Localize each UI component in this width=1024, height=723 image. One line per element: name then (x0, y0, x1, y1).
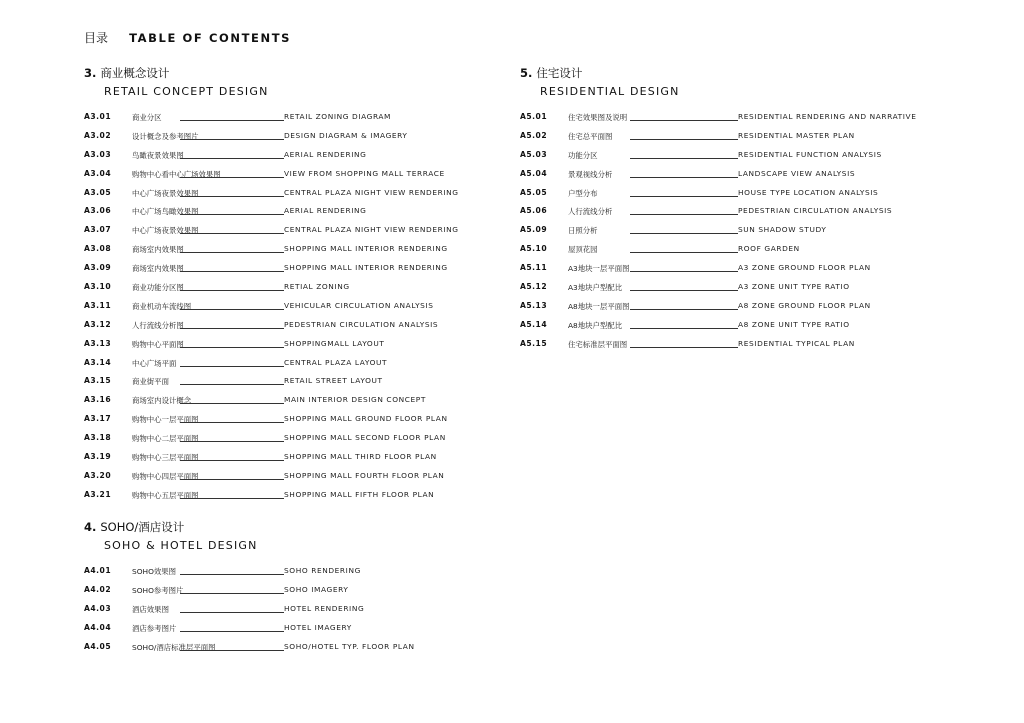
leader-line (180, 328, 284, 329)
leader-line (180, 612, 284, 613)
entry-title-en: HOUSE TYPE LOCATION ANALYSIS (738, 187, 879, 197)
entry-title-en: SHOPPINGMALL LAYOUT (284, 338, 385, 348)
page-header (84, 27, 291, 46)
toc-list (84, 108, 459, 505)
entry-title-cn: 鸟瞰夜景效果图 (132, 150, 184, 160)
entry-code: A5.13 (520, 300, 548, 310)
entry-code: A5.15 (520, 338, 548, 348)
entry-title-cn: 日照分析 (568, 226, 598, 236)
entry-title-cn: 中心广场鸟瞰效果图 (132, 207, 199, 217)
entry-code: A3.18 (84, 433, 112, 443)
entry-title-cn: 商业街平面 (132, 377, 169, 387)
toc-entry (84, 467, 445, 486)
entry-code: A3.17 (84, 414, 112, 424)
leader-line (180, 441, 284, 442)
toc-entry (520, 165, 856, 184)
entry-title-cn: 住宅总平面图 (568, 131, 613, 141)
toc-entry (84, 486, 435, 505)
entry-title-cn: SOHO参考图片 (132, 585, 184, 595)
entry-code: A3.11 (84, 300, 112, 310)
entry-code: A3.07 (84, 225, 112, 235)
entry-title-en: A8 ZONE UNIT TYPE RATIO (738, 319, 850, 329)
entry-code: A5.04 (520, 168, 548, 178)
entry-title-cn: A8地块一层平面图 (568, 301, 630, 311)
leader-line (180, 158, 284, 159)
entry-code: A5.12 (520, 282, 548, 292)
entry-title-cn: 商业机动车流线图 (132, 301, 192, 311)
section-title-cn-text: SOHO/酒店设计 (100, 520, 185, 534)
entry-title-cn: 购物中心五层平面图 (132, 490, 199, 500)
entry-title-en: VIEW FROM SHOPPING MALL TERRACE (284, 168, 445, 178)
entry-code: A3.13 (84, 338, 112, 348)
toc-entry (84, 202, 367, 221)
entry-code: A4.01 (84, 566, 112, 575)
toc-entry (520, 127, 855, 146)
entry-code: A3.20 (84, 470, 112, 480)
toc-entry (520, 108, 917, 127)
entry-title-en: RESIDENTIAL MASTER PLAN (738, 130, 855, 140)
entry-title-en: SHOPPING MALL SECOND FLOOR PLAN (284, 433, 446, 443)
leader-line (180, 196, 284, 197)
leader-line (630, 309, 738, 310)
entry-code: A4.05 (84, 641, 112, 651)
entry-code: A5.03 (520, 149, 548, 159)
toc-entry (520, 316, 850, 335)
entry-code: A3.21 (84, 489, 112, 499)
entry-title-cn: 商场室内效果图 (132, 264, 184, 274)
entry-title-cn: SOHO/酒店标准层平面图 (132, 642, 216, 652)
entry-title-en: SOHO RENDERING (284, 566, 361, 575)
toc-entry (520, 202, 893, 221)
section-soho (84, 518, 415, 656)
entry-title-cn: 人行流线分析图 (132, 320, 184, 330)
entry-code: A3.06 (84, 206, 112, 216)
entry-title-cn: 购物中心二层平面图 (132, 434, 199, 444)
leader-line (180, 177, 284, 178)
entry-title-cn: 酒店参考图片 (132, 623, 177, 633)
leader-line (180, 650, 284, 651)
leader-line (180, 347, 284, 348)
toc-entry (84, 278, 350, 297)
entry-title-en: A8 ZONE GROUND FLOOR PLAN (738, 300, 871, 310)
toc-entry (84, 581, 349, 600)
entry-code: A5.14 (520, 319, 548, 329)
entry-title-en: RESIDENTIAL TYPICAL PLAN (738, 338, 855, 348)
leader-line (180, 271, 284, 272)
entry-code: A3.01 (84, 112, 112, 121)
toc-entry (84, 165, 445, 184)
toc-entry (84, 562, 361, 581)
leader-line (180, 631, 284, 632)
entry-code: A5.10 (520, 244, 548, 254)
entry-title-en: PEDESTRIAN CIRCULATION ANALYSIS (738, 206, 893, 216)
entry-code: A3.12 (84, 319, 112, 329)
entry-code: A3.03 (84, 149, 112, 159)
section-title-en: RETAIL CONCEPT DESIGN (104, 85, 269, 98)
entry-title-cn: 住宅标准层平面图 (568, 339, 628, 349)
entry-title-en: SOHO/HOTEL TYP. FLOOR PLAN (284, 641, 415, 651)
entry-title-cn: 屋顶花园 (568, 245, 598, 255)
toc-list (520, 108, 917, 354)
section-number: 3. (84, 66, 97, 80)
entry-code: A3.16 (84, 395, 112, 405)
entry-code: A3.14 (84, 357, 112, 367)
section-residential (520, 64, 917, 354)
leader-line (180, 422, 284, 423)
toc-entry (84, 638, 415, 657)
entry-title-en: SOHO IMAGERY (284, 584, 349, 594)
entry-code: A3.04 (84, 168, 112, 178)
entry-title-en: SHOPPING MALL THIRD FLOOR PLAN (284, 452, 437, 462)
toc-entry (84, 221, 459, 240)
leader-line (630, 233, 738, 234)
entry-title-cn: 购物中心三层平面图 (132, 453, 199, 463)
entry-code: A3.09 (84, 263, 112, 273)
entry-title-cn: 商业功能分区图 (132, 283, 184, 293)
entry-code: A5.06 (520, 206, 548, 216)
toc-entry (84, 146, 367, 165)
toc-entry (84, 354, 388, 373)
section-number: 5. (520, 66, 533, 80)
toc-entry (520, 221, 827, 240)
header-title-en: TABLE OF CONTENTS (129, 31, 292, 45)
toc-entry (84, 108, 392, 127)
entry-title-en: HOTEL RENDERING (284, 603, 365, 613)
leader-line (180, 366, 284, 367)
toc-entry (520, 184, 879, 203)
entry-code: A4.02 (84, 584, 112, 594)
entry-title-en: A3 ZONE GROUND FLOOR PLAN (738, 263, 871, 273)
entry-title-en: AERIAL RENDERING (284, 149, 367, 159)
toc-entry (84, 410, 448, 429)
header-title-cn: 目录 (84, 31, 109, 45)
entry-code: A5.02 (520, 130, 548, 140)
entry-code: A4.04 (84, 622, 112, 632)
entry-title-en: HOTEL IMAGERY (284, 622, 352, 632)
entry-title-en: AERIAL RENDERING (284, 206, 367, 216)
entry-title-en: SHOPPING MALL FIFTH FLOOR PLAN (284, 489, 435, 499)
toc-entry (520, 297, 871, 316)
leader-line (630, 158, 738, 159)
entry-title-en: VEHICULAR CIRCULATION ANALYSIS (284, 300, 434, 310)
entry-title-cn: 购物中心一层平面图 (132, 415, 199, 425)
entry-title-cn: 购物中心平面图 (132, 339, 184, 349)
entry-title-en: RESIDENTIAL FUNCTION ANALYSIS (738, 149, 882, 159)
section-title-en: RESIDENTIAL DESIGN (540, 85, 680, 98)
entry-title-en: PEDESTRIAN CIRCULATION ANALYSIS (284, 319, 439, 329)
entry-title-en: MAIN INTERIOR DESIGN CONCEPT (284, 395, 426, 405)
entry-title-en: CENTRAL PLAZA LAYOUT (284, 357, 388, 367)
entry-title-cn: 商场室内设计概念 (132, 396, 192, 406)
toc-entry (520, 278, 850, 297)
entry-title-cn: 购物中心看中心广场效果图 (132, 169, 221, 179)
entry-title-en: SUN SHADOW STUDY (738, 225, 827, 235)
entry-code: A5.01 (520, 112, 548, 121)
leader-line (630, 120, 738, 121)
leader-line (630, 271, 738, 272)
entry-title-cn: 住宅效果图及说明 (568, 113, 628, 122)
leader-line (630, 177, 738, 178)
toc-entry (84, 184, 459, 203)
entry-title-en: DESIGN DIAGRAM & IMAGERY (284, 130, 408, 140)
section-title-cn (520, 64, 680, 82)
leader-line (630, 214, 738, 215)
leader-line (630, 290, 738, 291)
toc-entry (520, 146, 882, 165)
toc-list (84, 562, 415, 656)
entry-title-cn: A3地块一层平面图 (568, 264, 630, 274)
entry-title-en: ROOF GARDEN (738, 244, 800, 254)
entry-title-cn: 景观视线分析 (568, 169, 613, 179)
toc-entry (84, 600, 365, 619)
entry-code: A3.19 (84, 452, 112, 462)
leader-line (180, 574, 284, 575)
entry-title-cn: 户型分布 (568, 188, 598, 198)
entry-title-cn: 购物中心四层平面图 (132, 471, 199, 481)
entry-code: A5.09 (520, 225, 548, 235)
leader-line (180, 252, 284, 253)
entry-title-en: RETIAL ZONING (284, 282, 350, 292)
toc-entry (520, 259, 871, 278)
leader-line (180, 139, 284, 140)
toc-entry (84, 297, 434, 316)
entry-title-en: CENTRAL PLAZA NIGHT VIEW RENDERING (284, 225, 459, 235)
entry-title-cn: A8地块户型配比 (568, 320, 623, 330)
entry-title-cn: 商业分区 (132, 113, 162, 122)
entry-title-en: RESIDENTIAL RENDERING AND NARRATIVE (738, 112, 917, 121)
entry-code: A5.11 (520, 263, 548, 273)
section-title-cn (84, 518, 258, 536)
leader-line (630, 252, 738, 253)
leader-line (180, 120, 284, 121)
entry-title-cn: 人行流线分析 (568, 207, 613, 217)
toc-entry (84, 316, 439, 335)
entry-title-en: SHOPPING MALL GROUND FLOOR PLAN (284, 414, 448, 424)
entry-code: A3.10 (84, 282, 112, 292)
section-title-cn (84, 64, 269, 82)
entry-title-cn: 中心广场夜景效果图 (132, 226, 199, 236)
toc-entry (84, 335, 385, 354)
entry-code: A3.05 (84, 187, 112, 197)
leader-line (630, 139, 738, 140)
leader-line (180, 309, 284, 310)
entry-code: A5.05 (520, 187, 548, 197)
entry-title-en: RETAIL ZONING DIAGRAM (284, 112, 392, 121)
entry-code: A4.03 (84, 603, 112, 613)
toc-entry (84, 448, 437, 467)
entry-title-cn: 中心广场夜景效果图 (132, 188, 199, 198)
leader-line (180, 460, 284, 461)
entry-title-cn: 商场室内效果图 (132, 245, 184, 255)
entry-code: A3.08 (84, 244, 112, 254)
section-retail (84, 64, 459, 505)
leader-line (180, 384, 284, 385)
entry-title-en: SHOPPING MALL FOURTH FLOOR PLAN (284, 470, 445, 480)
leader-line (630, 196, 738, 197)
entry-title-cn: A3地块户型配比 (568, 283, 623, 293)
toc-entry (520, 335, 855, 354)
toc-entry (84, 372, 383, 391)
toc-entry (520, 240, 800, 259)
toc-entry (84, 391, 426, 410)
entry-title-en: LANDSCAPE VIEW ANALYSIS (738, 168, 856, 178)
leader-line (180, 233, 284, 234)
toc-entry (84, 240, 448, 259)
entry-title-cn: 设计概念及参考图片 (132, 131, 199, 141)
entry-title-cn: 功能分区 (568, 150, 598, 160)
leader-line (180, 214, 284, 215)
toc-entry (84, 429, 446, 448)
entry-title-en: RETAIL STREET LAYOUT (284, 376, 383, 386)
section-title-cn-text: 住宅设计 (536, 66, 583, 80)
leader-line (180, 498, 284, 499)
leader-line (180, 403, 284, 404)
entry-title-en: SHOPPING MALL INTERIOR RENDERING (284, 263, 448, 273)
entry-title-en: CENTRAL PLAZA NIGHT VIEW RENDERING (284, 187, 459, 197)
toc-entry (84, 127, 408, 146)
entry-code: A3.02 (84, 130, 112, 140)
entry-code: A3.15 (84, 376, 112, 386)
leader-line (180, 593, 284, 594)
section-title-cn-text: 商业概念设计 (100, 66, 170, 80)
entry-title-en: A3 ZONE UNIT TYPE RATIO (738, 282, 850, 292)
section-title-en: SOHO & HOTEL DESIGN (104, 539, 258, 552)
leader-line (630, 347, 738, 348)
leader-line (630, 328, 738, 329)
entry-title-cn: 中心广场平面 (132, 358, 177, 368)
entry-title-cn: 酒店效果图 (132, 604, 169, 614)
entry-title-en: SHOPPING MALL INTERIOR RENDERING (284, 244, 448, 254)
leader-line (180, 290, 284, 291)
toc-entry (84, 619, 352, 638)
entry-title-cn: SOHO效果图 (132, 567, 177, 576)
toc-entry (84, 259, 448, 278)
leader-line (180, 479, 284, 480)
section-number: 4. (84, 520, 97, 534)
